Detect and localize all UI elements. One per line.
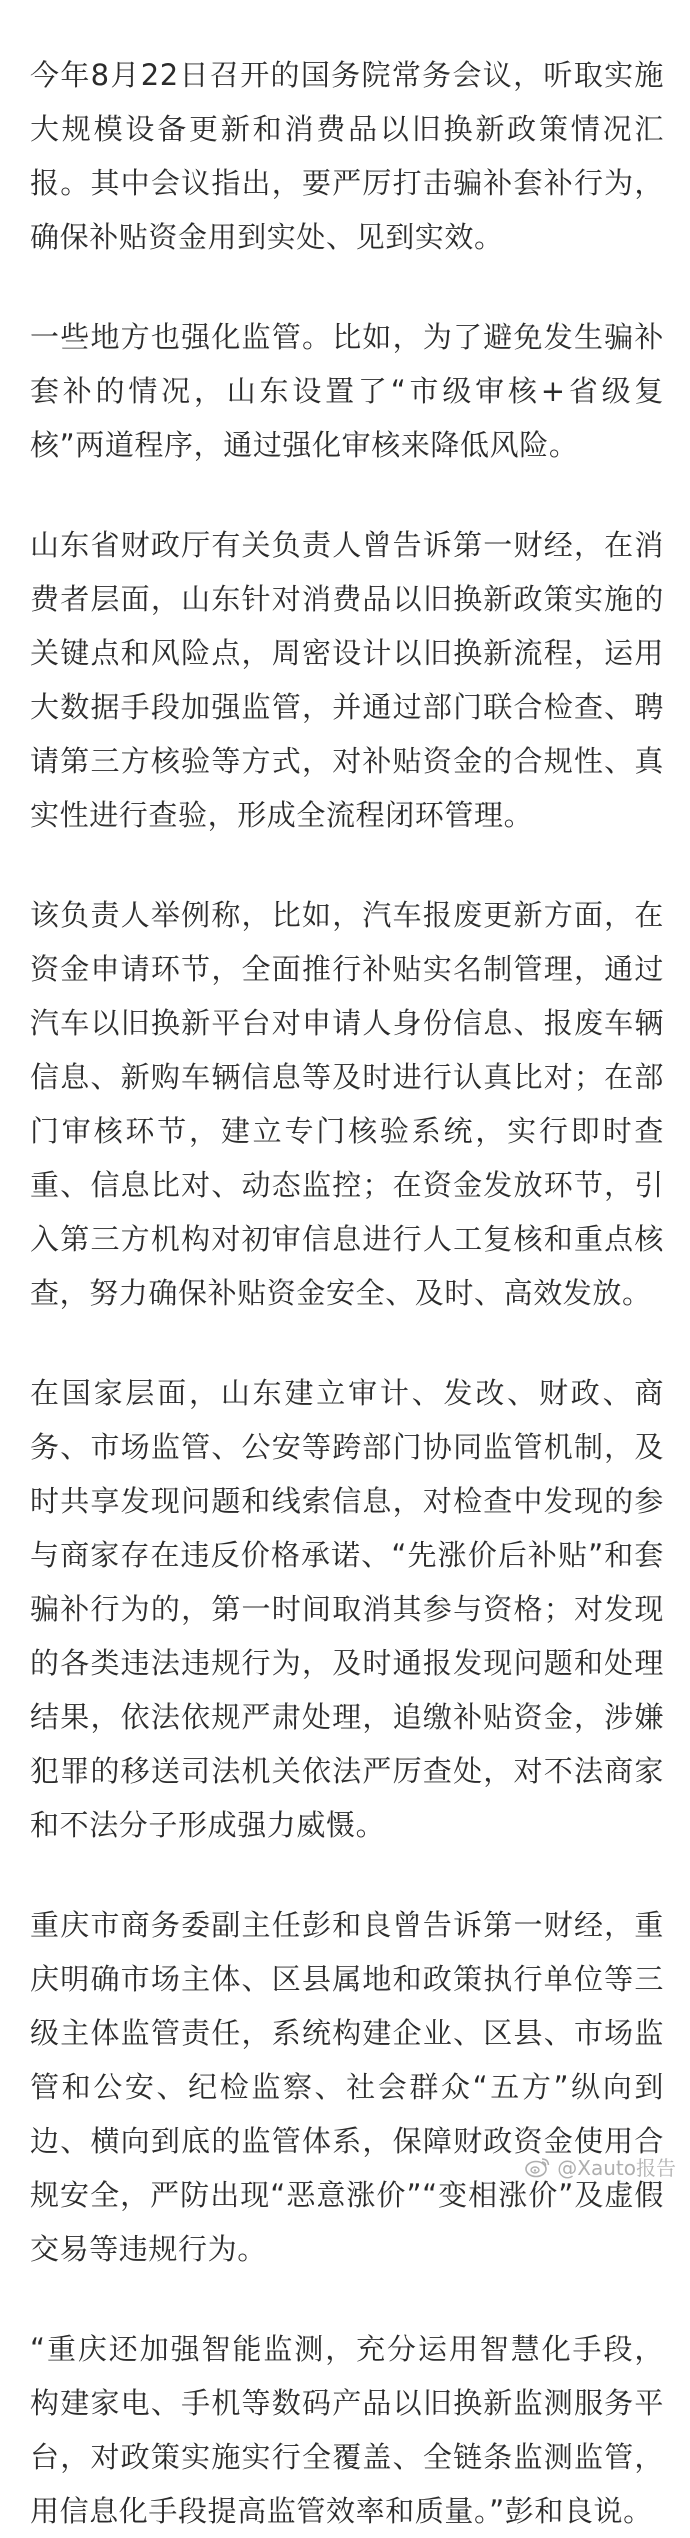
- watermark-text: @Xauto报告: [557, 2156, 676, 2180]
- article-paragraph: 今年8月22日召开的国务院常务会议，听取实施大规模设备更新和消费品以旧换新政策情况汇报。其中会议指出，要严厉打击骗补套补行为，确保补贴资金用到实处、见到实效。: [30, 58, 664, 254]
- article-paragraph: 重庆市商务委副主任彭和良曾告诉第一财经，重庆明确市场主体、区县属地和政策执行单位等三级主体监管责任，系统构建企业、区县、市场监管和公安、纪检监察、社会群众“五方”纵向到边、横向到底的监管体系，保障财政资金使用合规安全，严防出现“恶意涨价”“变相涨价”及虚假交易等违规行为。: [30, 1908, 664, 2266]
- article-paragraph: 一些地方也强化监管。比如，为了避免发生骗补套补的情况，山东设置了“市级审核+省级复核”两道程序，通过强化审核来降低风险。: [30, 320, 664, 462]
- article-paragraph: “重庆还加强智能监测，充分运用智慧化手段，构建家电、手机等数码产品以旧换新监测服务平台，对政策实施实行全覆盖、全链条监测监管，用信息化手段提高监管效率和质量。”彭和良说。: [30, 2332, 664, 2528]
- article-body: [30, 48, 664, 2538]
- article-paragraph: 山东省财政厅有关负责人曾告诉第一财经，在消费者层面，山东针对消费品以旧换新政策实施的关键点和风险点，周密设计以旧换新流程，运用大数据手段加强监管，并通过部门联合检查、聘请第三方核验等方式，对补贴资金的合规性、真实性进行查验，形成全流程闭环管理。: [30, 528, 664, 832]
- article-paragraph: 该负责人举例称，比如，汽车报废更新方面，在资金申请环节，全面推行补贴实名制管理，通过汽车以旧换新平台对申请人身份信息、报废车辆信息、新购车辆信息等及时进行认真比对；在部门审核环节，建立专门核验系统，实行即时查重、信息比对、动态监控；在资金发放环节，引入第三方机构对初审信息进行人工复核和重点核查，努力确保补贴资金安全、及时、高效发放。: [30, 898, 664, 1310]
- article-paragraph: 在国家层面，山东建立审计、发改、财政、商务、市场监管、公安等跨部门协同监管机制，及时共享发现问题和线索信息，对检查中发现的参与商家存在违反价格承诺、“先涨价后补贴”和套骗补行为的，第一时间取消其参与资格；对发现的各类违法违规行为，及时通报发现问题和处理结果，依法依规严肃处理，追缴补贴资金，涉嫌犯罪的移送司法机关依法严厉查处，对不法商家和不法分子形成强力威慑。: [30, 1376, 664, 1842]
